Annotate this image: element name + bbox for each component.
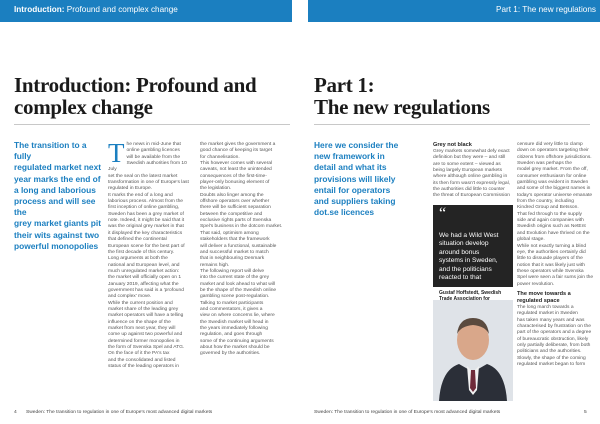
- subhead-regulated-space: [517, 291, 597, 305]
- text-line: there will be sufficient separation: [200, 205, 271, 211]
- text-line: the first decade of this century.: [108, 249, 175, 255]
- text-line: influence on the shape of the: [108, 319, 171, 325]
- text-line: Swedish origins such as NetEnt: [517, 224, 586, 230]
- text-line: determined former monopolies in: [108, 338, 180, 344]
- text-line: has taken many years and was: [517, 317, 585, 323]
- text-line: regulated in Europe.: [108, 186, 153, 192]
- left-footer-text: Sweden: The transition to regulation in one of Europe's most advanced digital markets: [26, 410, 213, 415]
- text-line: much unregulated market action:: [108, 268, 180, 274]
- text-line: Long arguments at both the: [108, 256, 168, 262]
- text-line: and successful market to match: [200, 249, 269, 255]
- dropcap: T: [108, 138, 125, 168]
- text-line: the form of Svenska Spel and ATG.: [108, 345, 185, 350]
- text-line: caveats, not least the unintended: [200, 167, 272, 173]
- text-line: government has said is a 'profound: [108, 287, 184, 293]
- text-line: gambling scene post-regulation.: [200, 294, 270, 300]
- text-line: governed by the authorities.: [200, 351, 261, 357]
- text-line: online gambling licences: [126, 148, 180, 154]
- text-line: for channelisation.: [200, 154, 240, 160]
- text-line: status of the leading operators in: [108, 364, 179, 370]
- text-line: Sweden has been a grey market of: [108, 211, 184, 217]
- text-line: little to dissuade players of the: [517, 256, 583, 262]
- text-line: Grey markets somewhat defy exact: [433, 149, 510, 154]
- text-line: note. Indeed, it might be said that it: [108, 218, 185, 224]
- text-line: Here we consider the: [314, 140, 399, 150]
- text-line: he news in mid-June that: [126, 142, 181, 147]
- text-line: transformation in one of Europe's last: [108, 180, 189, 186]
- text-line: being largely European markets: [433, 168, 503, 174]
- text-line: consumer enthusiasm for online: [517, 173, 587, 179]
- text-line: today's operator universe emanate: [517, 192, 593, 198]
- text-line: come up against two powerful and: [108, 332, 183, 338]
- text-line: new framework in: [314, 151, 385, 162]
- right-page-title: Part 1: The new regulations: [314, 73, 490, 119]
- left-header-bar: [0, 0, 292, 22]
- text-line: into the current state of the grey: [200, 275, 270, 281]
- text-line: While the current position and: [108, 300, 173, 306]
- text-line: This however comes with several: [200, 161, 273, 167]
- text-line: their wits against two: [14, 229, 100, 240]
- text-line: will deliver a functional, sustainable: [200, 243, 277, 249]
- text-line: Talking to market participants: [200, 300, 264, 306]
- text-line: That fed through to the supply: [517, 211, 582, 217]
- text-line: global stage.: [517, 237, 545, 243]
- text-line: the authorities did little to counter: [433, 187, 505, 193]
- text-line: the Swedish market will head in: [200, 319, 269, 325]
- portrait-illustration: [433, 300, 513, 401]
- text-line: exclusive rights parts of Svenska: [200, 218, 272, 224]
- text-line: year marks the end of: [14, 173, 101, 184]
- text-line: regulated space: [517, 297, 560, 304]
- left-body-col1: [108, 138, 194, 370]
- text-line: will be available from the: [126, 154, 181, 160]
- text-line: its then form wasn't expressly legal,: [433, 180, 511, 186]
- text-line: dot.se licences: [314, 207, 375, 218]
- text-line: regulation, and goes through: [200, 332, 263, 338]
- text-line: censure did very little to clamp: [517, 142, 583, 147]
- text-line: are to some extent – viewed as: [433, 161, 501, 167]
- text-line: market share of the leading grey: [108, 306, 179, 312]
- text-line: first inception of online gambling,: [108, 205, 180, 211]
- text-line: regulated market began to form: [517, 362, 586, 367]
- text-line: only partially deliberate, from both: [517, 342, 591, 348]
- text-line: and Evolution have thrived on the: [517, 230, 590, 236]
- text-line: be the shape of the Swedish online: [200, 287, 277, 293]
- text-line: grey market giants pit: [14, 218, 102, 229]
- text-line: process and will see the: [14, 196, 96, 218]
- text-line: Swedish authorities from 10 July: [108, 161, 187, 173]
- text-line: January 2019, affecting what the: [108, 281, 179, 287]
- text-line: these operators while Svenska: [517, 268, 584, 274]
- text-line: While not exactly turning a blind: [517, 243, 587, 249]
- text-line: The following report will delve: [200, 268, 265, 274]
- right-body-col1: [433, 142, 515, 200]
- text-line: view on where concerns lie, where: [200, 313, 275, 319]
- quote-mark-icon: “: [439, 205, 447, 222]
- text-line: Gustaf Hoffstedt, Swedish: [439, 290, 502, 296]
- text-line: part of the operators and a degree: [517, 330, 592, 336]
- text-line: Kindred Group and Betsson.: [517, 205, 579, 211]
- text-line: it displayed the key characteristics: [108, 230, 183, 236]
- text-line: The long march towards a: [517, 304, 574, 310]
- text-line: offshore operators over whether: [200, 199, 270, 205]
- text-line: national and European level, and: [108, 262, 180, 268]
- text-line: power revolution.: [517, 281, 555, 287]
- text-line: regulated market next: [14, 162, 102, 173]
- text-line: That said, optimism among: [200, 230, 259, 236]
- text-line: set the seal on the latest market: [108, 173, 178, 179]
- text-line: that defined the continental: [108, 237, 167, 243]
- text-line: remains high.: [200, 262, 230, 268]
- left-header-text: Introduction: Profound and complex change: [14, 5, 178, 14]
- text-line: European scene for the best part of: [108, 243, 185, 249]
- right-body-col2: [517, 142, 597, 368]
- text-line: and suppliers taking: [314, 196, 396, 207]
- text-line: the legislation.: [200, 186, 232, 192]
- text-line: Sweden was perhaps the: [517, 161, 572, 167]
- text-line: market operators will have a telling: [108, 313, 184, 319]
- text-line: of bureaucratic obstruction, likely: [517, 336, 589, 342]
- text-line: reacted to that: [439, 274, 482, 282]
- right-header-text: Part 1: The new regulations: [496, 5, 596, 14]
- left-title-rule: [14, 124, 290, 125]
- text-line: from the country, including: [517, 199, 574, 205]
- pull-quote-text: [439, 232, 511, 282]
- text-line: eye, the authorities certainly did: [517, 249, 586, 255]
- right-title-rule: [314, 124, 590, 125]
- text-line: It marks the end of a long and: [108, 192, 173, 198]
- text-line: a long and laborious: [14, 184, 96, 195]
- text-line: gambling was evident in Sweden: [517, 180, 589, 186]
- left-body-col2: [200, 142, 290, 358]
- text-line: good chance of keeping its target: [200, 148, 273, 154]
- text-line: The transition to a fully: [14, 140, 87, 162]
- right-footer-text: Sweden: The transition to regulation in one of Europe's most advanced digital markets: [314, 410, 501, 415]
- text-line: citizens from offshore jurisdictions.: [517, 154, 592, 160]
- text-line: between the competitive and: [200, 211, 263, 217]
- text-line: powerful monopolies: [14, 240, 99, 251]
- text-line: market from next year, they will: [108, 325, 176, 331]
- text-line: and the consolidated and listed: [108, 357, 176, 363]
- text-line: provisions will likely: [314, 173, 396, 184]
- text-line: the market will officially open on 1: [108, 275, 182, 281]
- text-line: that in neighbouring Denmark: [200, 256, 265, 262]
- text-line: down on operators targeting their: [517, 148, 589, 154]
- text-line: Spel were seen a fair sums join the: [517, 275, 594, 281]
- text-line: systems in Sweden,: [439, 257, 498, 265]
- right-lead-text: [314, 140, 414, 218]
- text-line: Slowly, the shape of the coming: [517, 355, 586, 361]
- text-line: model grey market. From the off,: [517, 167, 588, 173]
- text-line: about how the market should be: [200, 345, 270, 350]
- text-line: and complex' move.: [108, 294, 152, 300]
- text-line: We had a Wild West: [439, 232, 499, 239]
- text-line: Spel's business in the dotcom market.: [200, 224, 283, 230]
- text-line: the threat of European Commission: [433, 193, 510, 199]
- text-line: the years immediately following: [200, 325, 268, 331]
- text-line: situation develop: [439, 240, 489, 248]
- left-footer-page-number: 4: [14, 410, 17, 415]
- text-line: side and again companies with: [517, 218, 584, 224]
- text-line: consequences of the first-time-: [200, 173, 267, 179]
- text-line: and commentators, it gives a: [200, 306, 263, 312]
- text-line: player-only bonusing element of: [200, 180, 270, 186]
- text-line: laborious process. Almost from the: [108, 199, 184, 205]
- text-line: characterised by frustration on the: [517, 323, 591, 329]
- text-line: stakeholders that the framework: [200, 237, 270, 243]
- text-line: some of the continuing arguments: [200, 338, 274, 344]
- right-footer-page-number: 5: [584, 410, 587, 415]
- text-line: market and look ahead to what will: [200, 281, 276, 287]
- text-line: detail and what its: [314, 162, 387, 173]
- text-line: definition but they were – and still: [433, 155, 506, 161]
- text-line: and some of the biggest names in: [517, 186, 591, 192]
- text-line: regulated market in Sweden: [517, 311, 578, 317]
- right-header-bar: [308, 0, 600, 22]
- text-line: was the original grey market in that: [108, 224, 184, 230]
- text-line: where although online gambling in: [433, 174, 508, 180]
- left-lead-text: [14, 140, 106, 252]
- left-page-title: Introduction: Profound and complex change: [14, 73, 257, 119]
- text-line: On the face of it the PA's tax: [108, 351, 170, 357]
- text-line: around bonus: [439, 248, 480, 256]
- subhead-grey-not-black: Grey not black: [433, 142, 472, 148]
- text-line: notion that it was likely just with: [517, 262, 585, 268]
- text-line: and the politicians: [439, 265, 492, 273]
- text-line: entail for operators: [314, 184, 391, 195]
- page-spine: [292, 0, 308, 424]
- portrait-photo: [433, 300, 513, 401]
- text-line: Doubts also linger among the: [200, 192, 264, 198]
- text-line: the market gives the government a: [200, 142, 276, 147]
- text-line: The move towards a: [517, 290, 571, 297]
- text-line: politicians and the authorities.: [517, 349, 582, 355]
